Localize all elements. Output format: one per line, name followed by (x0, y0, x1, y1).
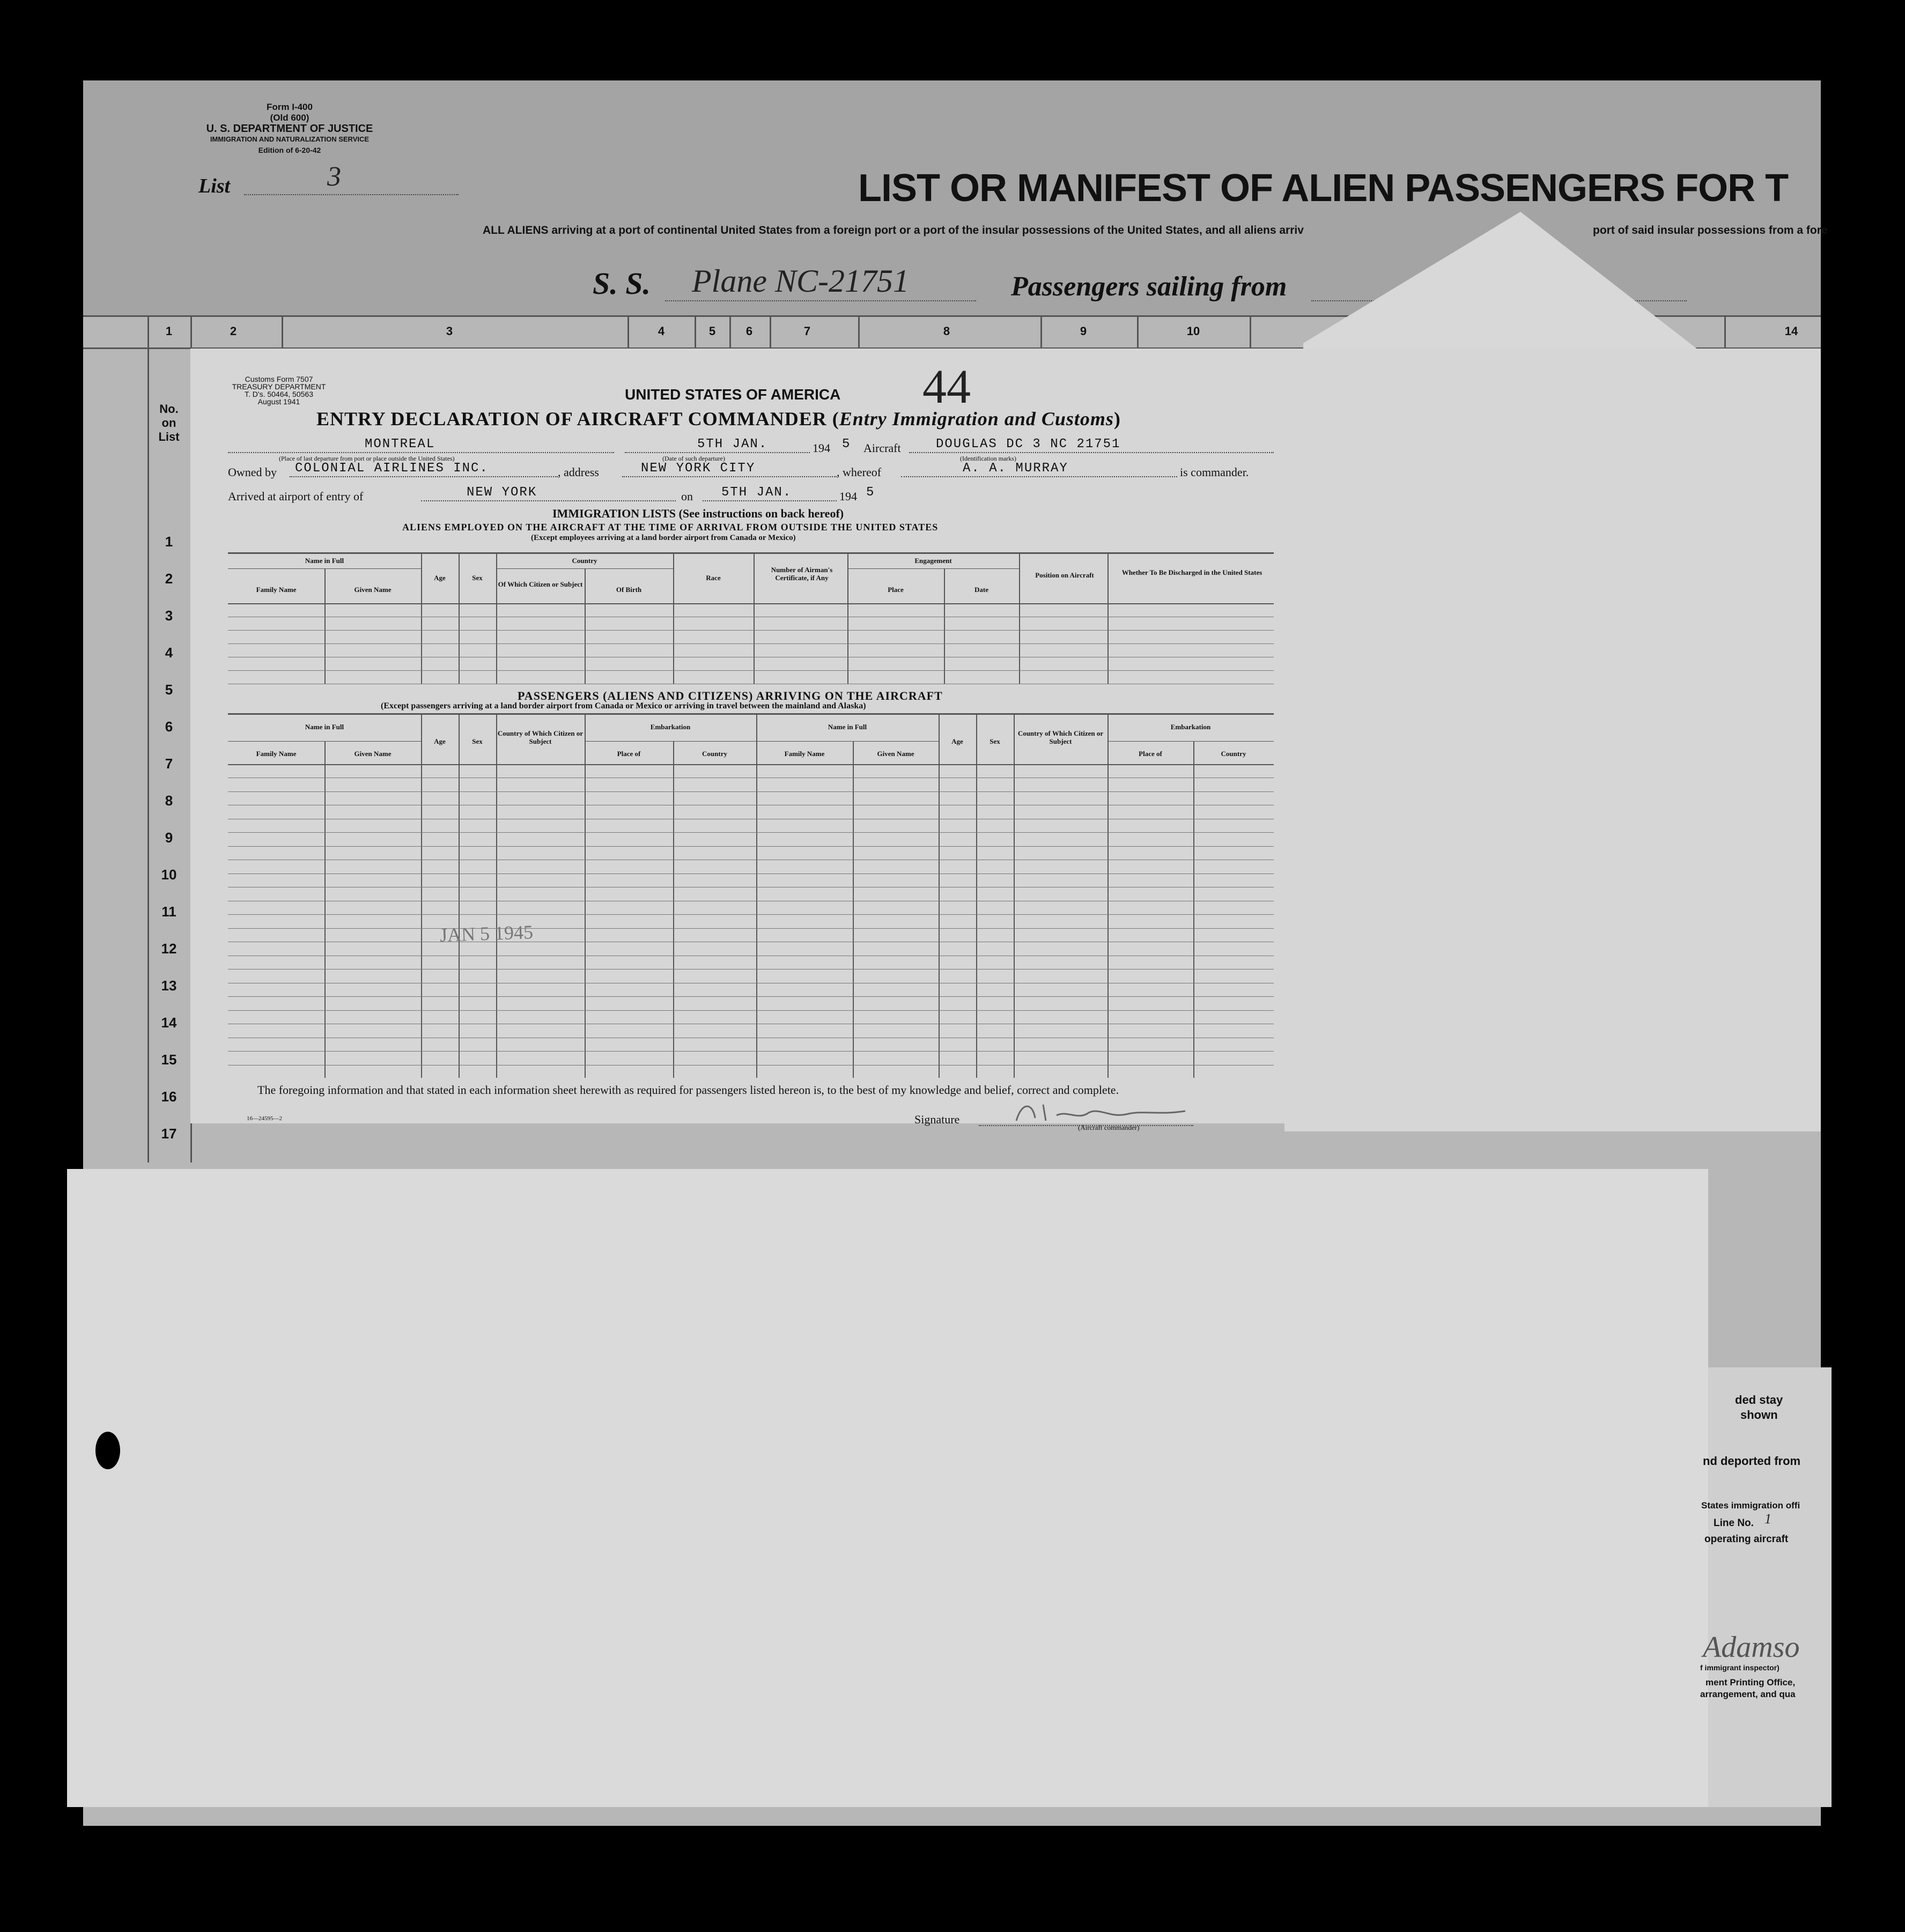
divider (756, 741, 939, 742)
ss-line (665, 300, 976, 301)
table-row-rule (228, 630, 1274, 631)
passengers-except-note: (Except passengers arriving at a land border airport from Canada or Mexico or arriving in travel between the mainland and Alaska) (381, 701, 866, 710)
handwritten-number: 44 (922, 360, 971, 413)
t1-position: Position on Aircraft (1035, 571, 1094, 579)
line-number: 7 (165, 756, 173, 772)
column-rule (627, 315, 629, 349)
form-line: Edition of 6-20-42 (258, 146, 321, 154)
right-fragment: States immigration offi (1701, 1500, 1800, 1511)
t2-age: Age (434, 737, 446, 745)
form-line: IMMIGRATION AND NATURALIZATION SERVICE (210, 135, 370, 143)
signature-caption: (Aircraft commander) (1078, 1123, 1140, 1131)
table-row-rule (228, 643, 1274, 644)
passengers-heading: PASSENGERS (ALIENS AND CITIZENS) ARRIVING ON THE AIRCRAFT (518, 689, 943, 702)
ss-value: Plane NC-21751 (692, 263, 909, 299)
t2-col-rule (756, 713, 757, 1078)
t1-citizen: Of Which Citizen or Subject (498, 580, 583, 588)
line-number: 16 (161, 1089, 177, 1105)
t1-race: Race (706, 574, 721, 582)
t1-discharged: Whether To Be Discharged in the United States (1121, 568, 1262, 576)
t1-place: Place (888, 586, 904, 594)
punch-hole (95, 1432, 120, 1469)
t2-country-right: Country (1221, 750, 1246, 758)
line-number: 6 (165, 719, 173, 735)
form-line: U. S. DEPARTMENT OF JUSTICE (206, 123, 373, 135)
arrived-line (421, 500, 676, 501)
table-row-rule (228, 914, 1274, 915)
t2-col-rule (421, 713, 422, 1078)
date-line (625, 452, 810, 453)
column-rule (147, 315, 149, 1163)
immigration-lists-heading: IMMIGRATION LISTS (See instructions on back hereof) (552, 507, 844, 520)
line-number: 15 (161, 1052, 177, 1068)
t1-col-rule (496, 552, 497, 684)
departure-line (228, 452, 614, 453)
line-number: 13 (161, 978, 177, 994)
t2-name-in-full-right: Name in Full (828, 723, 867, 731)
column-rule (770, 315, 771, 349)
t2-given-name-right: Given Name (877, 750, 914, 758)
table-header-bottom (228, 603, 1274, 604)
right-fragment: operating aircraft (1704, 1534, 1789, 1545)
t1-col-rule (1019, 552, 1020, 684)
t1-col-rule (1107, 552, 1109, 684)
line-number: 4 (165, 645, 173, 661)
year-digit: 5 (842, 437, 851, 451)
arrived-label: Arrived at airport of entry of (228, 490, 364, 503)
certification-text: The foregoing information and that stated in each information sheet herewith as required for passengers listed hereon is, to the best of my knowledge and belief, correct and complete. (257, 1083, 1119, 1097)
t1-engagement: Engagement (914, 557, 952, 565)
right-fragment: ment Printing Office, (1705, 1677, 1796, 1687)
address-label: , address (558, 465, 599, 479)
right-fragment: shown (1740, 1408, 1778, 1422)
t1-name-in-full: Name in Full (305, 557, 344, 565)
owned-by-label: Owned by (228, 465, 277, 479)
line-number: 11 (161, 904, 176, 920)
no-on-list-header: No. on List (158, 402, 180, 443)
table-row-rule (228, 832, 1274, 833)
column-rule (729, 315, 731, 349)
form-line: Form I-400 (267, 102, 313, 112)
t1-col-rule (673, 552, 674, 684)
t1-col-rule (585, 568, 586, 684)
column-rule (1137, 315, 1139, 349)
column-number: 1 (165, 324, 173, 338)
right-fragment: nd deported from (1703, 1454, 1801, 1468)
aliens-employed-heading: ALIENS EMPLOYED ON THE AIRCRAFT AT THE TIME OF ARRIVAL FROM OUTSIDE THE UNITED STATES (402, 522, 939, 532)
t2-col-rule (1014, 713, 1015, 1078)
print-code: 16—24595—2 (247, 1115, 282, 1122)
t2-sex-right: Sex (990, 737, 1000, 745)
sailing-label: Passengers sailing from (1011, 271, 1287, 302)
line-number: 9 (165, 830, 173, 846)
customs-form-line: T. D's. 50464, 50563 (245, 390, 313, 398)
t1-col-rule (847, 552, 848, 684)
departure-place: MONTREAL (365, 437, 435, 451)
arrived-date: 5TH JAN. (721, 485, 792, 500)
commander-value: A. A. MURRAY (963, 461, 1068, 476)
manifest-subtitle-left: ALL ALIENS arriving at a port of continental United States from a foreign port or a port of the insular possessions of the United States, and all aliens arriv (483, 224, 1304, 236)
table-row-rule (228, 1010, 1274, 1011)
commander-label: is commander. (1180, 465, 1249, 479)
address-value: NEW YORK CITY (641, 461, 756, 476)
column-number: 9 (1080, 324, 1087, 338)
t2-name-in-full: Name in Full (305, 723, 344, 731)
ss-label: S. S. (593, 266, 651, 301)
t2-col-rule (459, 713, 460, 1078)
t2-country: Country (702, 750, 727, 758)
line-number: 10 (161, 867, 177, 883)
t1-col-rule (944, 568, 945, 684)
owned-by-line (290, 476, 558, 477)
t2-col-rule (939, 713, 940, 1078)
caption-date: (Date of such departure) (662, 455, 725, 462)
column-number: 5 (708, 324, 716, 338)
column-number: 10 (1186, 324, 1200, 338)
lower-sheet (67, 1169, 1708, 1807)
column-number: 2 (230, 324, 237, 338)
list-label: List (198, 175, 231, 197)
column-rule (858, 315, 860, 349)
t1-col-rule (421, 552, 422, 684)
t2-col-rule (976, 713, 977, 1078)
table-header-bottom (228, 764, 1274, 765)
t2-age-right: Age (951, 737, 963, 745)
caption-place: (Place of last departure from port or place outside the United States) (279, 455, 455, 462)
column-rule (1040, 315, 1042, 349)
manifest-subtitle-right: port of said insular possessions from a fore (1593, 224, 1828, 236)
table-border (228, 552, 1274, 554)
t1-date: Date (974, 586, 988, 594)
line-number: 12 (161, 941, 177, 957)
column-number: 3 (446, 324, 453, 338)
passenger-table (228, 713, 1274, 1078)
caption-ident: (Identification marks) (960, 455, 1016, 462)
right-fragment: f immigrant inspector) (1700, 1663, 1780, 1672)
table-row-rule (228, 670, 1274, 671)
t2-col-rule (1107, 713, 1109, 1078)
line-number: 14 (161, 1015, 177, 1031)
signature-label: Signature (914, 1113, 960, 1126)
t2-place-of-right: Place of (1139, 750, 1162, 758)
engagement-header-divider (847, 568, 1019, 569)
year-prefix: 194 (813, 441, 830, 455)
t1-birth: Of Birth (616, 586, 642, 594)
line-no-value: 1 (1764, 1511, 1771, 1527)
column-rule (1724, 315, 1726, 349)
slip-title (316, 408, 1121, 430)
table-border (228, 713, 1274, 715)
table-row-rule (228, 846, 1274, 847)
column-rule (1250, 315, 1251, 349)
t2-citizen-right: Country of Which Citizen or Subject (1017, 729, 1104, 745)
date-stamp: JAN 5 1945 (439, 921, 534, 946)
t2-place-of: Place of (617, 750, 641, 758)
right-fragment: Line No. (1714, 1518, 1754, 1529)
divider (585, 741, 756, 742)
form-i400-id (182, 102, 397, 156)
list-number: 3 (327, 161, 341, 192)
commander-line (901, 476, 1177, 477)
aircraft-label: Aircraft (863, 441, 901, 455)
t2-col-rule (585, 713, 586, 1078)
form-line: (Old 600) (270, 113, 309, 123)
customs-form-line: TREASURY DEPARTMENT (232, 382, 326, 391)
on-label: on (681, 490, 693, 503)
t1-col-rule (459, 552, 460, 684)
line-number: 2 (165, 571, 173, 587)
column-number: 8 (943, 324, 950, 338)
t1-family-name: Family Name (256, 586, 297, 594)
column-number: 6 (745, 324, 753, 338)
line-number: 17 (161, 1126, 177, 1142)
aircraft-line (909, 452, 1274, 453)
t2-embarkation: Embarkation (650, 723, 691, 731)
manifest-title: LIST OR MANIFEST OF ALIEN PASSENGERS FOR T (858, 167, 1789, 210)
t1-col-rule (324, 568, 326, 684)
arrived-year-prefix: 194 (839, 490, 857, 503)
divider (1107, 741, 1274, 742)
line-number: 8 (165, 793, 173, 809)
arrived-value: NEW YORK (467, 485, 537, 500)
slip-title-end: ) (1113, 408, 1121, 430)
address-line (622, 476, 837, 477)
aircraft-value: DOUGLAS DC 3 NC 21751 (936, 437, 1121, 451)
slip-title-italic: Entry Immigration and Customs (839, 408, 1114, 430)
t2-embarkation-right: Embarkation (1170, 723, 1211, 731)
t2-citizen: Country of Which Citizen or Subject (497, 729, 584, 745)
t1-sex: Sex (472, 574, 483, 582)
arrived-year-digit: 5 (866, 485, 875, 500)
t1-given-name: Given Name (354, 586, 392, 594)
crew-table (228, 552, 1274, 684)
right-fragment: ded stay (1735, 1393, 1783, 1407)
owned-by-value: COLONIAL AIRLINES INC. (295, 461, 489, 476)
t1-age: Age (434, 574, 446, 582)
t2-sex: Sex (472, 737, 483, 745)
t1-country: Country (572, 557, 597, 565)
customs-form-line: Customs Form 7507 (245, 375, 313, 383)
whereof-label: , whereof (837, 465, 882, 479)
column-number: 7 (803, 324, 811, 338)
right-form-strip (1708, 1367, 1832, 1807)
line-number: 5 (165, 682, 173, 698)
t2-family-name-right: Family Name (784, 750, 825, 758)
commander-signature (1014, 1099, 1191, 1126)
t2-given-name: Given Name (354, 750, 392, 758)
customs-form-id (225, 375, 333, 405)
table-row-rule (228, 1051, 1274, 1052)
inspector-signature: Adamso (1703, 1631, 1800, 1664)
table-row-rule (228, 791, 1274, 792)
slip-right-area (1284, 349, 1821, 1131)
column-number: 4 (658, 324, 665, 338)
customs-form-line: August 1941 (257, 397, 300, 406)
table-row-rule (228, 928, 1274, 929)
arrived-date-line (703, 500, 837, 501)
t1-cert: Number of Airman's Certificate, if Any (771, 566, 833, 582)
except-employees-note: (Except employees arriving at a land border airport from Canada or Mexico) (531, 534, 796, 542)
line-number: 1 (165, 534, 173, 550)
t1-col-rule (754, 552, 755, 684)
table-row-rule (228, 996, 1274, 997)
column-number: 14 (1784, 324, 1798, 338)
line-number: 3 (165, 608, 173, 624)
list-line (244, 194, 459, 195)
slip-header: UNITED STATES OF AMERICA (625, 386, 841, 403)
t2-family-name: Family Name (256, 750, 297, 758)
right-fragment: arrangement, and qua (1700, 1689, 1796, 1699)
departure-date: 5TH JAN. (697, 437, 768, 451)
column-rule (282, 315, 283, 349)
slip-title-text: ENTRY DECLARATION OF AIRCRAFT COMMANDER ( (316, 408, 839, 430)
t2-col-rule (496, 713, 497, 1078)
